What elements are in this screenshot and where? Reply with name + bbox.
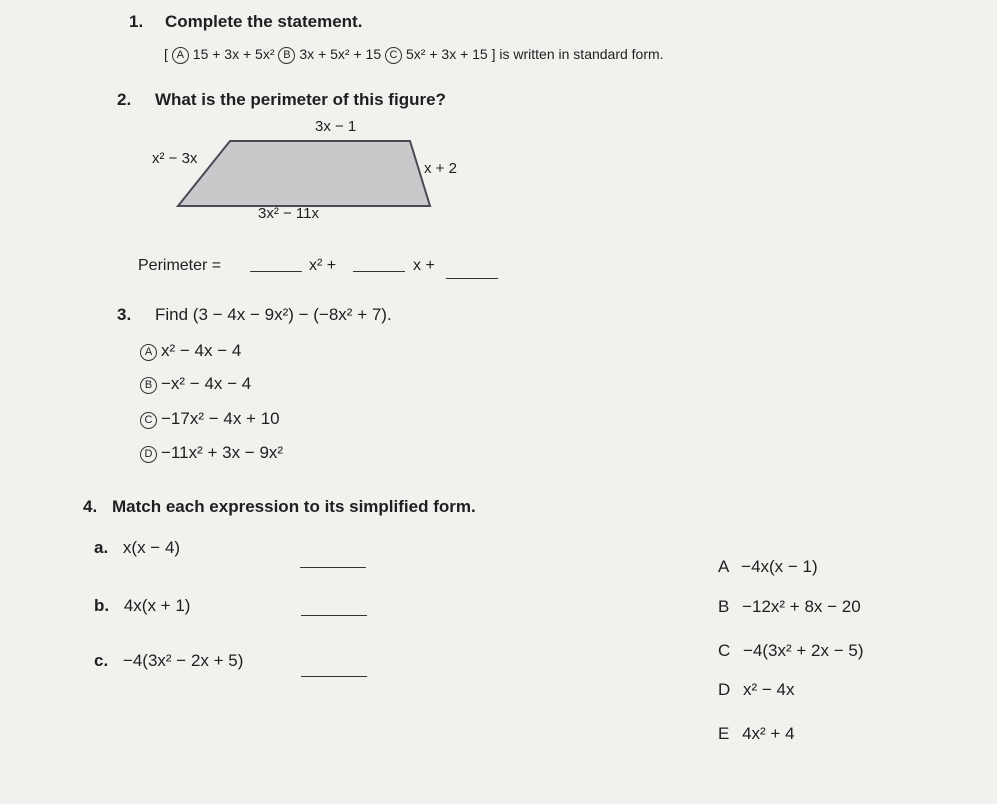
- q4-answer-blank-a[interactable]: [300, 566, 366, 568]
- q4-right-item-b: [718, 597, 861, 617]
- perimeter-blank-constant[interactable]: [446, 277, 498, 279]
- q4-right-label: B: [718, 597, 730, 616]
- q1-number: 1.: [129, 12, 144, 31]
- q3-choice-b[interactable]: [140, 374, 251, 394]
- q2-number: 2.: [117, 90, 132, 109]
- q4-right-label: C: [718, 641, 731, 660]
- q4-right-item-c: [718, 641, 864, 661]
- q1-close-text: ] is written in standard form.: [491, 46, 664, 62]
- side-bottom-label: 3x² − 11x: [258, 205, 320, 222]
- q3-choice-a-text: x² − 4x − 4: [161, 341, 242, 360]
- q1-choice-c-bubble[interactable]: C: [385, 47, 402, 64]
- q3-choice-d[interactable]: [140, 443, 283, 463]
- trapezoid-figure: [170, 138, 440, 210]
- q4-left-expr: 4x(x + 1): [123, 596, 191, 615]
- perimeter-blank-x[interactable]: [353, 270, 405, 272]
- q3-choice-a[interactable]: [140, 341, 241, 361]
- q2-prompt: What is the perimeter of this figure?: [155, 90, 446, 109]
- q4-number: 4.: [83, 497, 98, 516]
- q4-left-expr: −4(3x² − 2x + 5): [122, 651, 244, 670]
- q1-choice-a-text: 15 + 3x + 5x²: [192, 46, 275, 62]
- q4-right-label: E: [718, 724, 730, 743]
- q4-right-item-e: [718, 724, 795, 744]
- q1-choice-b-bubble[interactable]: B: [278, 47, 295, 64]
- side-left-label: x² − 3x: [152, 150, 198, 167]
- perimeter-line: [138, 257, 221, 275]
- q1-open-bracket: [: [164, 46, 168, 62]
- q4-right-item-d: [718, 680, 795, 700]
- q3-choice-b-bubble[interactable]: B: [140, 377, 157, 394]
- q1-prompt: Complete the statement.: [165, 12, 363, 31]
- q4-left-label: a.: [94, 538, 109, 557]
- perimeter-term-x: x +: [413, 257, 435, 274]
- q4-right-expr: −4(3x² + 2x − 5): [743, 641, 864, 660]
- q4-left-item-a: [94, 538, 180, 558]
- side-top-label: 3x − 1: [315, 118, 357, 135]
- q4-left-label: c.: [94, 651, 109, 670]
- q4-right-label: D: [718, 680, 731, 699]
- q3-choice-d-text: −11x² + 3x − 9x²: [161, 443, 284, 462]
- q1-choice-c-text: 5x² + 3x + 15: [406, 46, 488, 62]
- q1-choice-b-text: 3x + 5x² + 15: [299, 46, 382, 62]
- perimeter-blank-x2[interactable]: [250, 270, 302, 272]
- q4-left-label: b.: [94, 596, 110, 615]
- q4-right-label: A: [718, 557, 729, 576]
- perimeter-label: Perimeter =: [138, 257, 222, 274]
- q3-choice-c[interactable]: [140, 409, 280, 429]
- q4-right-expr: −4x(x − 1): [741, 557, 818, 576]
- q3-choice-b-text: −x² − 4x − 4: [161, 374, 252, 393]
- q4-right-expr: x² − 4x: [743, 680, 795, 699]
- q4-prompt: Match each expression to its simplified form.: [112, 497, 476, 516]
- q3-choice-d-bubble[interactable]: D: [140, 446, 157, 463]
- q3-choice-c-text: −17x² − 4x + 10: [161, 409, 280, 428]
- perimeter-term-x2: x² +: [309, 257, 337, 274]
- q4-right-expr: 4x² + 4: [742, 724, 795, 743]
- q4-left-expr: x(x − 4): [122, 538, 181, 557]
- q3-prompt: Find (3 − 4x − 9x²) − (−8x² + 7).: [155, 305, 392, 324]
- q4-answer-blank-b[interactable]: [301, 614, 367, 616]
- q4-left-item-b: [94, 596, 190, 616]
- q4-right-item-a: [718, 557, 818, 577]
- q1-options-line: [164, 46, 664, 64]
- q4-right-expr: −12x² + 8x − 20: [742, 597, 861, 616]
- q4-left-item-c: [94, 651, 243, 671]
- side-right-label: x + 2: [424, 160, 457, 177]
- q3-choice-a-bubble[interactable]: A: [140, 344, 157, 361]
- q3-number: 3.: [117, 305, 132, 324]
- q1-choice-a-bubble[interactable]: A: [172, 47, 189, 64]
- trapezoid-shape: [178, 141, 430, 206]
- q4-answer-blank-c[interactable]: [301, 675, 367, 677]
- q3-choice-c-bubble[interactable]: C: [140, 412, 157, 429]
